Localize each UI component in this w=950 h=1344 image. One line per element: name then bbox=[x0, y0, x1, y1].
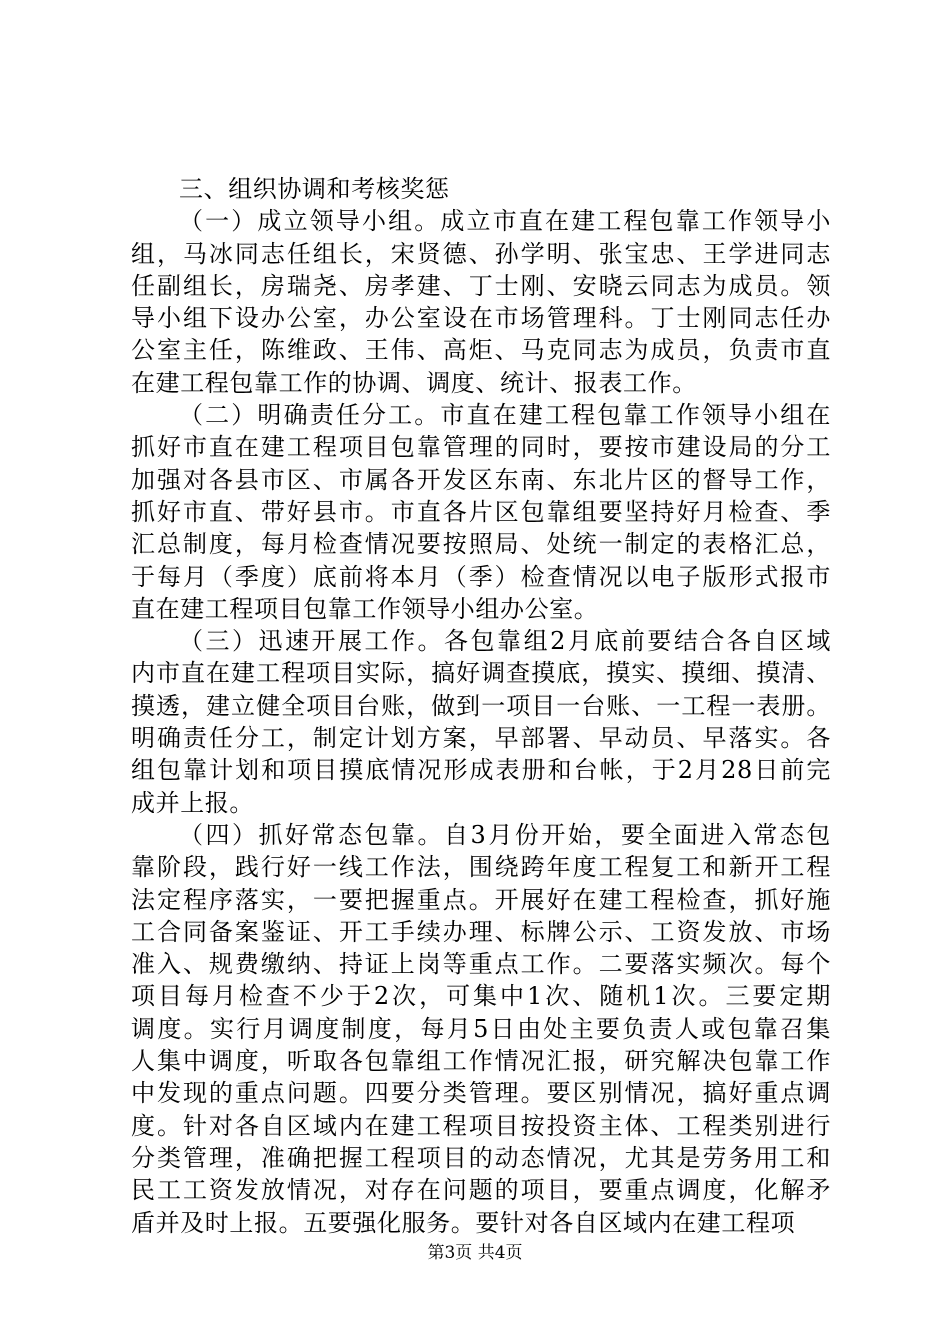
paragraph-line: 工合同备案鉴证、开工手续办理、标牌公示、工资发放、市场 bbox=[131, 917, 831, 946]
paragraph-line: 中发现的重点问题。四要分类管理。要区别情况，搞好重点调 bbox=[131, 1079, 831, 1108]
paragraph-line: （一）成立领导小组。成立市直在建工程包靠工作领导小 bbox=[179, 207, 831, 236]
paragraph-line: 组，马冰同志任组长，宋贤德、孙学明、张宝忠、王学进同志 bbox=[131, 239, 831, 268]
paragraph-line: 公室主任，陈维政、王伟、高炬、马克同志为成员，负责市直 bbox=[131, 336, 831, 365]
paragraph-line: 度。针对各自区域内在建工程项目按投资主体、工程类别进行 bbox=[131, 1111, 831, 1140]
paragraph-line: 汇总制度，每月检查情况要按照局、处统一制定的表格汇总， bbox=[131, 530, 831, 559]
paragraph-line: 靠阶段，践行好一线工作法，围绕跨年度工程复工和新开工程 bbox=[131, 853, 831, 882]
paragraph bbox=[131, 625, 831, 819]
paragraph-line: 在建工程包靠工作的协调、调度、统计、报表工作。 bbox=[131, 368, 697, 397]
paragraph-line: （二）明确责任分工。市直在建工程包靠工作领导小组在 bbox=[179, 401, 831, 430]
paragraph-line: 摸透，建立健全项目台账，做到一项目一台账、一工程一表册。 bbox=[131, 691, 831, 720]
paragraph-line: 任副组长，房瑞尧、房孝建、丁士刚、安晓云同志为成员。领 bbox=[131, 271, 831, 300]
paragraph-line: 法定程序落实，一要把握重点。开展好在建工程检查，抓好施 bbox=[131, 885, 831, 914]
paragraph-line: 项目每月检查不少于2次，可集中1次、随机1次。三要定期 bbox=[131, 982, 831, 1011]
paragraph bbox=[131, 205, 831, 399]
paragraph-line: 成并上报。 bbox=[131, 788, 254, 817]
document-body bbox=[131, 173, 831, 1239]
page-footer: 第3页 共4页 bbox=[427, 1243, 523, 1263]
paragraph-line: 于每月（季度）底前将本月（季）检查情况以电子版形式报市 bbox=[131, 562, 831, 591]
paragraph-line: 直在建工程项目包靠工作领导小组办公室。 bbox=[131, 594, 599, 623]
paragraph-line: 准入、规费缴纳、持证上岗等重点工作。二要落实频次。每个 bbox=[131, 950, 831, 979]
paragraph-line: 明确责任分工，制定计划方案，早部署、早动员、早落实。各 bbox=[131, 724, 831, 753]
section-heading: 三、组织协调和考核奖惩 bbox=[179, 175, 450, 203]
paragraph-line: 分类管理，准确把握工程项目的动态情况，尤其是劳务用工和 bbox=[131, 1143, 831, 1172]
paragraph-line: 盾并及时上报。五要强化服务。要针对各自区域内在建工程项 bbox=[131, 1208, 796, 1237]
paragraph-line: （四）抓好常态包靠。自3月份开始，要全面进入常态包 bbox=[179, 820, 831, 849]
paragraph-line: 导小组下设办公室，办公室设在市场管理科。丁士刚同志任办 bbox=[131, 304, 831, 333]
paragraph-line: 加强对各县市区、市属各开发区东南、东北片区的督导工作， bbox=[131, 465, 831, 494]
paragraph-line: 调度。实行月调度制度，每月5日由处主要负责人或包靠召集 bbox=[131, 1014, 831, 1043]
paragraph-line: 抓好市直在建工程项目包靠管理的同时，要按市建设局的分工 bbox=[131, 433, 831, 462]
paragraph-line: 内市直在建工程项目实际，搞好调查摸底，摸实、摸细、摸清、 bbox=[131, 659, 831, 688]
paragraph bbox=[131, 819, 831, 1239]
paragraph bbox=[131, 399, 831, 625]
paragraph-line: 抓好市直、带好县市。市直各片区包靠组要坚持好月检查、季 bbox=[131, 497, 831, 526]
paragraph-line: 民工工资发放情况，对存在问题的项目，要重点调度，化解矛 bbox=[131, 1176, 831, 1205]
paragraph-line: 组包靠计划和项目摸底情况形成表册和台帐，于2月28日前完 bbox=[131, 756, 831, 785]
paragraph-line: （三）迅速开展工作。各包靠组2月底前要结合各自区域 bbox=[179, 627, 831, 656]
paragraph-line: 人集中调度，听取各包靠组工作情况汇报，研究解决包靠工作 bbox=[131, 1047, 831, 1076]
